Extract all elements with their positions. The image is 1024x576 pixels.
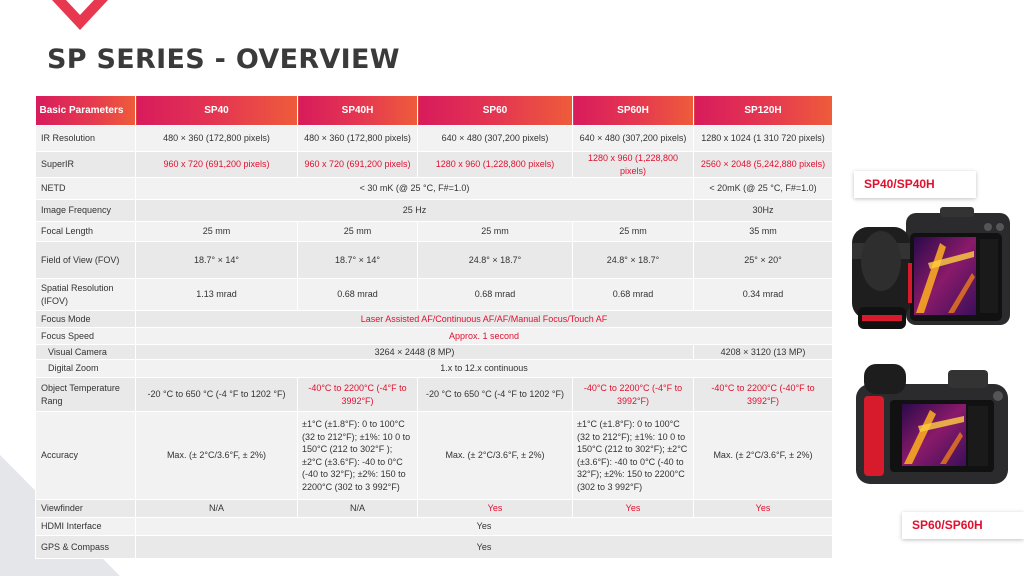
table-cell: 1.13 mrad [136,279,298,311]
table-cell: 24.8° × 18.7° [573,242,694,279]
table-row-netd [36,178,833,200]
table-cell: 1280 x 960 (1,228,800 pixels) [418,152,573,178]
table-cell: 25 mm [418,222,573,242]
table-cell: 2560 × 2048 (5,242,880 pixels) [694,152,833,178]
column-header-sp40: SP40 [136,96,298,126]
table-cell: Max. (± 2°C/3.6°F, ± 2%) [136,412,298,500]
row-label: Viewfinder [36,500,136,518]
table-cell: 18.7° × 14° [136,242,298,279]
table-row-ir-resolution [36,126,833,152]
table-cell: Approx. 1 second [136,328,833,345]
table-row-digital-zoom [36,360,833,378]
thermal-camera-sp40-image [848,203,1018,343]
row-label: HDMI Interface [36,518,136,536]
table-cell: 35 mm [694,222,833,242]
product-label-sp40: SP40/SP40H [854,171,976,198]
row-label: Field of View (FOV) [36,242,136,279]
row-label: NETD [36,178,136,200]
table-cell: 25° × 20° [694,242,833,279]
table-cell: 30Hz [694,200,833,222]
column-header-sp60: SP60 [418,96,573,126]
page-title: SP SERIES - OVERVIEW [47,44,400,75]
table-cell: 0.34 mrad [694,279,833,311]
table-row-visual-camera [36,345,833,360]
table-cell: 3264 × 2448 (8 MP) [136,345,694,360]
table-cell: 0.68 mrad [418,279,573,311]
table-row-focus-mode [36,311,833,328]
spec-comparison-table [35,96,833,559]
table-row-object-temperature [36,378,833,412]
table-row-gps [36,536,833,559]
table-cell: 25 Hz [136,200,694,222]
thermal-camera-sp60-image [850,360,1015,490]
row-label: Spatial Resolution (IFOV) [36,279,136,311]
brand-chevron-logo-icon [52,0,108,30]
table-cell: 25 mm [298,222,418,242]
table-cell: -40°C to 2200°C (-4°F to 3992°F) [573,378,694,412]
table-cell: Yes [694,500,833,518]
table-cell: Yes [573,500,694,518]
table-cell: 960 x 720 (691,200 pixels) [298,152,418,178]
table-cell: 25 mm [573,222,694,242]
table-row-ifov [36,279,833,311]
table-cell: -40°C to 2200°C (-40°F to 3992°F) [694,378,833,412]
table-cell: 480 × 360 (172,800 pixels) [136,126,298,152]
column-header-basic-parameters: Basic Parameters [36,96,136,126]
column-header-sp40h: SP40H [298,96,418,126]
table-row-accuracy [36,412,833,500]
table-cell: 1.x to 12.x continuous [136,360,833,378]
row-label: Focus Speed [36,328,136,345]
table-row-hdmi [36,518,833,536]
table-cell: 24.8° × 18.7° [418,242,573,279]
row-label: IR Resolution [36,126,136,152]
table-cell: 960 x 720 (691,200 pixels) [136,152,298,178]
table-row-focal-length [36,222,833,242]
row-label: SuperIR [36,152,136,178]
table-cell: -20 °C to 650 °C (-4 °F to 1202 °F) [136,378,298,412]
table-cell: N/A [136,500,298,518]
table-cell: 480 × 360 (172,800 pixels) [298,126,418,152]
row-label: Image Frequency [36,200,136,222]
table-cell: -20 °C to 650 °C (-4 °F to 1202 °F) [418,378,573,412]
table-cell: 640 × 480 (307,200 pixels) [418,126,573,152]
table-cell: 1280 x 960 (1,228,800 pixels) [573,152,694,178]
column-header-sp60h: SP60H [573,96,694,126]
table-cell: 640 × 480 (307,200 pixels) [573,126,694,152]
table-cell: ±1°C (±1.8°F): 0 to 100°C (32 to 212°F); ±1%: 10 0 to 150°C (212 to 302°F); ±2°C (±3.6°F): -40 to 0°C (-40 to 32°F); ±2%: 150 to 2200°C (302 to 3 992°F) [573,412,694,500]
product-label-sp60: SP60/SP60H [902,512,1024,539]
table-cell: Max. (± 2°C/3.6°F, ± 2%) [694,412,833,500]
table-cell: -40°C to 2200°C (-4°F to 3992°F) [298,378,418,412]
table-cell: < 20mK (@ 25 °C, F#=1.0) [694,178,833,200]
table-cell: 4208 × 3120 (13 MP) [694,345,833,360]
table-row-focus-speed [36,328,833,345]
table-cell: N/A [298,500,418,518]
table-cell: < 30 mK (@ 25 °C, F#=1.0) [136,178,694,200]
table-cell: Yes [136,518,833,536]
table-cell: ±1°C (±1.8°F): 0 to 100°C (32 to 212°F); ±1%: 10 0 to 150°C (212 to 302°F ); ±2°C (±3.6°F): -40 to 0°C (-40 to 32°F); ±2%: 150 to 2200°C (302 to 3 992°F) [298,412,418,500]
row-label: GPS & Compass [36,536,136,559]
row-label: Focal Length [36,222,136,242]
table-cell: 18.7° × 14° [298,242,418,279]
table-cell: 0.68 mrad [573,279,694,311]
row-label: Visual Camera [36,345,136,360]
table-cell: 25 mm [136,222,298,242]
table-cell: 0.68 mrad [298,279,418,311]
table-cell: Max. (± 2°C/3.6°F, ± 2%) [418,412,573,500]
row-label: Focus Mode [36,311,136,328]
row-label: Accuracy [36,412,136,500]
row-label: Digital Zoom [36,360,136,378]
table-row-image-frequency [36,200,833,222]
table-row-viewfinder [36,500,833,518]
table-cell: Laser Assisted AF/Continuous AF/AF/Manual Focus/Touch AF [136,311,833,328]
table-row-superir [36,152,833,178]
table-cell: Yes [418,500,573,518]
table-cell: 1280 x 1024 (1 310 720 pixels) [694,126,833,152]
table-row-fov [36,242,833,279]
table-cell: Yes [136,536,833,559]
column-header-sp120h: SP120H [694,96,833,126]
table-header-row [36,96,833,126]
row-label: Object Temperature Rang [36,378,136,412]
